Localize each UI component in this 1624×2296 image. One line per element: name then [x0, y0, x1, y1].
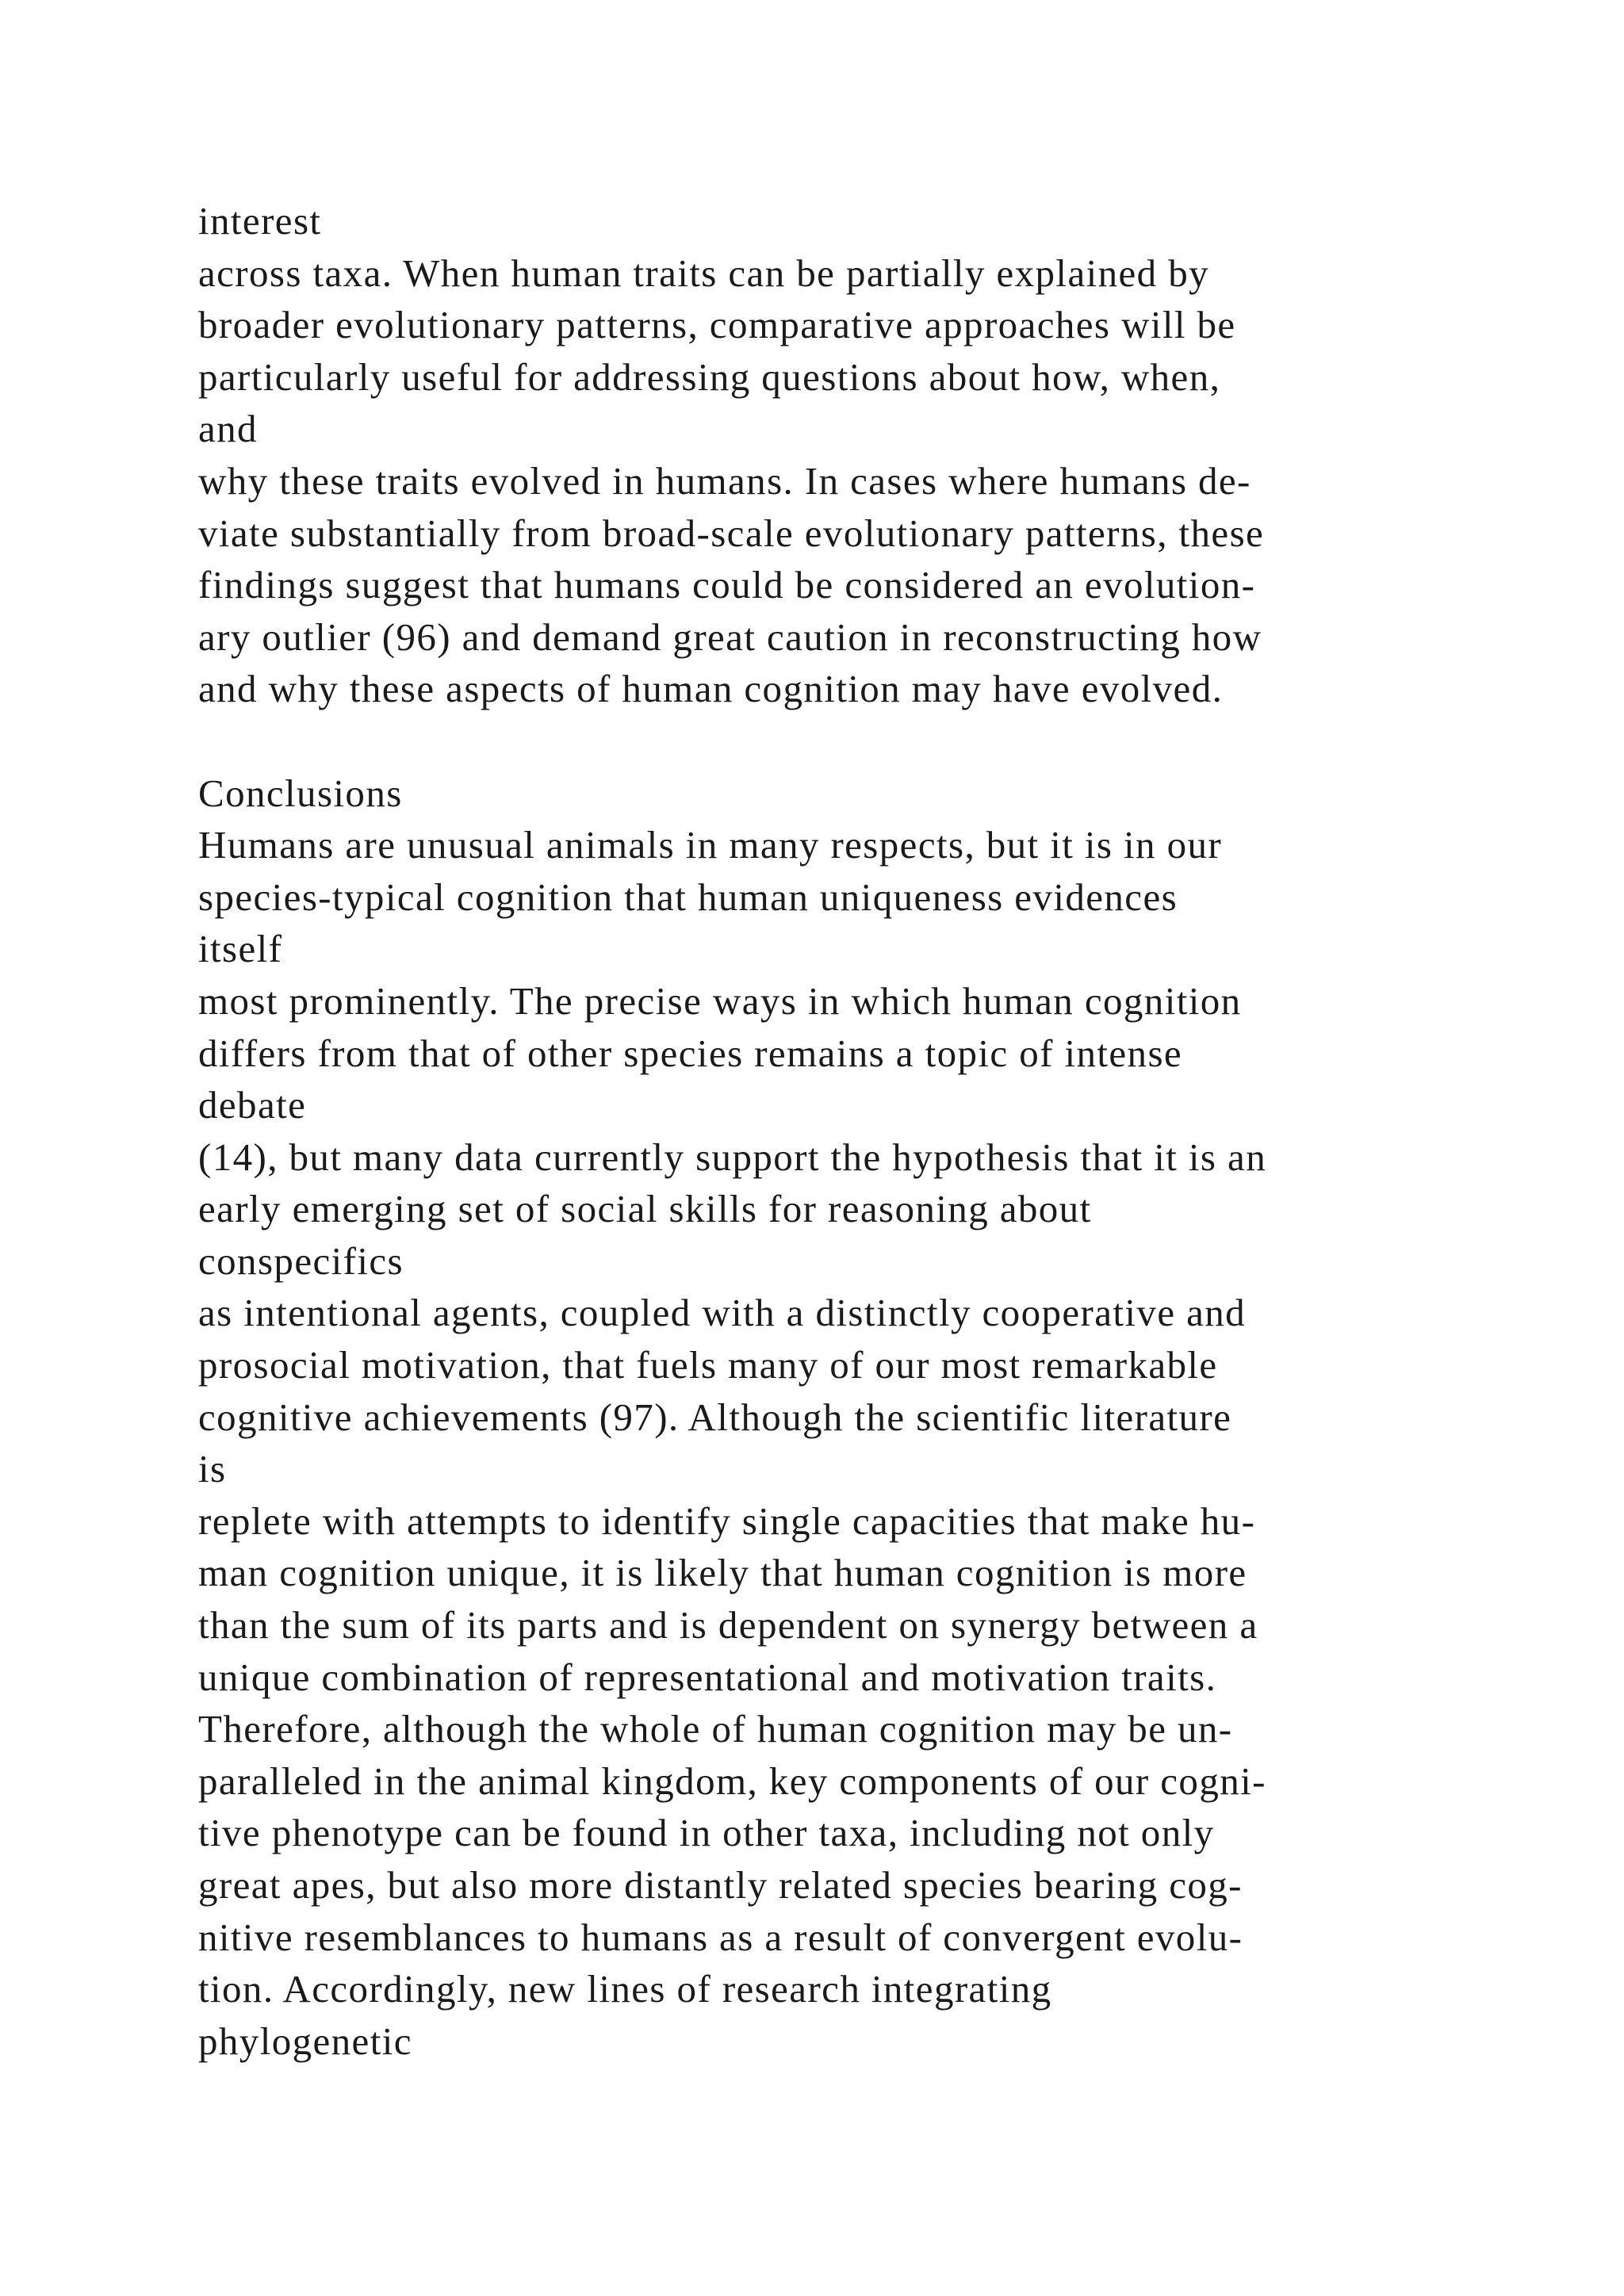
text-line: nitive resemblances to humans as a result of convergent evolu- [198, 1915, 1243, 1959]
text-line: and why these aspects of human cognition may have evolved. [198, 667, 1224, 711]
text-line: particularly useful for addressing questions about how, when, [198, 354, 1221, 399]
text-line: prosocial motivation, that fuels many of our most remarkable [198, 1343, 1218, 1387]
text-line: species-typical cognition that human uniqueness evidences [198, 874, 1178, 919]
text-line: man cognition unique, it is likely that human cognition is more [198, 1551, 1247, 1595]
text-line: early emerging set of social skills for reasoning about [198, 1187, 1092, 1231]
text-line: across taxa. When human traits can be partially explained by [198, 251, 1210, 295]
text-line: Therefore, although the whole of human cognition may be un- [198, 1707, 1233, 1751]
text-line: tive phenotype can be found in other taxa, including not only [198, 1811, 1215, 1855]
text-line: and [198, 407, 258, 451]
text-line: paralleled in the animal kingdom, key components of our cogni- [198, 1758, 1266, 1803]
text-line: as intentional agents, coupled with a distinctly cooperative and [198, 1291, 1247, 1335]
text-line: (14), but many data currently support the hypothesis that it is an [198, 1135, 1267, 1179]
text-line: replete with attempts to identify single capacities that make hu- [198, 1498, 1256, 1543]
text-line: debate [198, 1083, 307, 1127]
blank-line [198, 715, 1546, 767]
text-line: is [198, 1447, 227, 1491]
text-line: viate substantially from broad-scale evolutionary patterns, these [198, 511, 1265, 555]
text-line: great apes, but also more distantly related species bearing cog- [198, 1863, 1243, 1907]
text-line: itself [198, 927, 283, 971]
text-line: why these traits evolved in humans. In cases where humans de- [198, 458, 1251, 503]
text-line: broader evolutionary patterns, comparative approaches will be [198, 303, 1236, 347]
text-line: cognitive achievements (97). Although the scientific literature [198, 1395, 1232, 1439]
text-line: most prominently. The precise ways in which human cognition [198, 978, 1242, 1023]
text-line: interest [198, 199, 322, 243]
body-text [198, 195, 1546, 2067]
text-line: Conclusions [198, 771, 403, 815]
text-line: tion. Accordingly, new lines of research integrating [198, 1967, 1052, 2011]
text-line: differs from that of other species remains a topic of intense [198, 1031, 1183, 1075]
text-line: unique combination of representational and motivation traits. [198, 1655, 1217, 1699]
text-line: phylogenetic [198, 2019, 412, 2063]
text-line: ary outlier (96) and demand great caution in reconstructing how [198, 614, 1262, 659]
text-line: conspecifics [198, 1238, 404, 1283]
text-line: than the sum of its parts and is dependent on synergy between a [198, 1603, 1258, 1647]
text-line: findings suggest that humans could be considered an evolution- [198, 563, 1256, 607]
text-line: Humans are unusual animals in many respects, but it is in our [198, 823, 1223, 867]
